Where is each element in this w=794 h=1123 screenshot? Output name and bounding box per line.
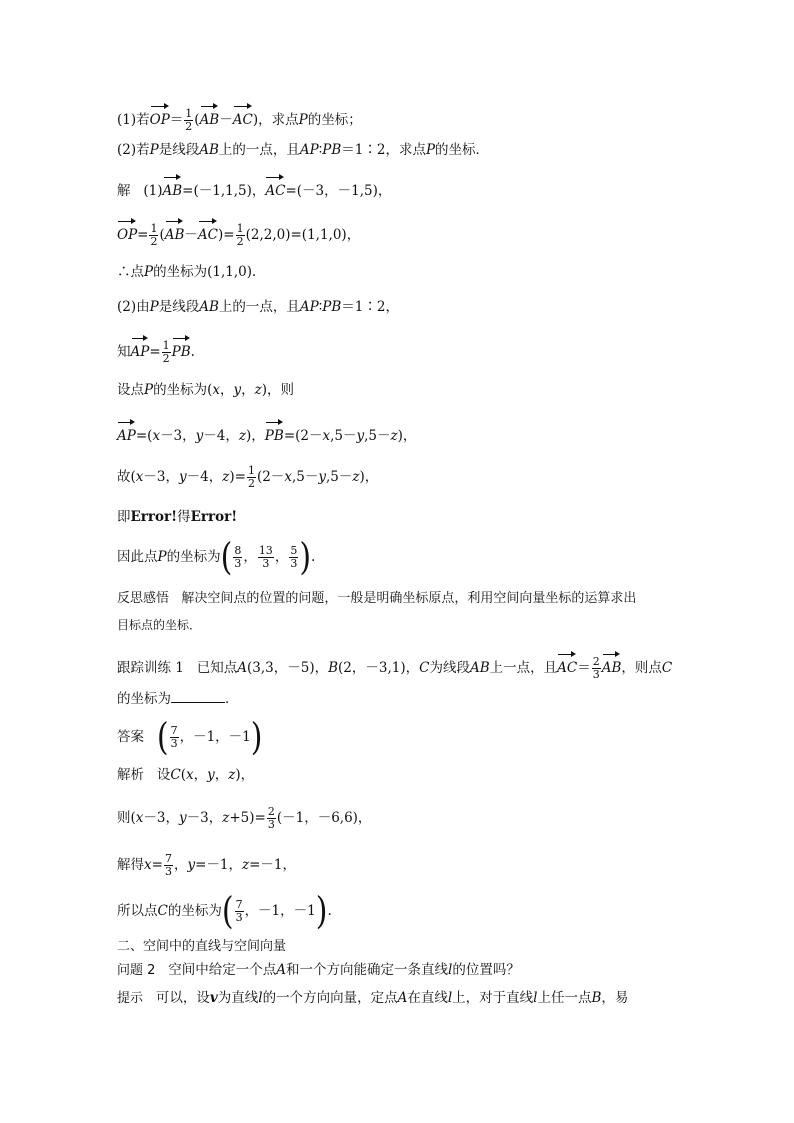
analysis-line-2: 则(x－3，y－3，z+5)= $\frac{2}{3}$ (－1，－6,6)， (117, 805, 372, 831)
vector-ab: AB (200, 104, 220, 130)
fraction-half: $\frac{1}{2}$ (185, 107, 193, 133)
solution-line-3: ∴点P的坐标为(1,1,0)． (117, 264, 266, 280)
solution-line-2: OP= $\frac{1}{2}$ (AB－AC)= $\frac{1}{2}$ (2,2,0)=(1,1,0)， (117, 219, 360, 248)
reflection-line-1: 反思感悟 解决空间点的位置的问题，一般是明确坐标原点，利用空间向量坐标的运算求出 (117, 591, 637, 606)
error-placeholder: Error! (190, 509, 238, 525)
solution-line-6: 设点P的坐标为(x，y，z)，则 (117, 382, 295, 398)
solution-line-4: (2)由P是线段AB上的一点，且AP∶PB＝1∶2， (117, 299, 399, 315)
training-label: 跟踪训练 1 (117, 660, 184, 676)
solution-line-1: 解 (1)AB=(－1,1,5)，AC=(－3，－1,5)， (117, 175, 391, 201)
training-line-2: 的坐标为 ． (117, 688, 239, 709)
section-heading: 二、空间中的直线与空间向量 (117, 939, 287, 954)
problem-2: 问题 2 空间中给定一个点A和一个方向能确定一条直线l的位置吗？ (117, 962, 520, 978)
analysis-line-1: 解析 设C(x，y，z)， (117, 767, 255, 783)
solution-line-10: 因此点P的坐标为( $\frac{8}{3}$ ， $\frac{13}{3}$ ， $\frac{5}{3}$ ). (117, 535, 316, 579)
answer-label: 答案 (117, 729, 144, 745)
solution-line-9: 即Error!得Error! (117, 509, 238, 525)
vector-ac: AC (233, 104, 253, 130)
reflection-label: 反思感悟 (117, 591, 170, 606)
training-line-1: 跟踪训练 1 已知点A(3,3，－5)，B(2，－3,1)，C为线段AB上一点，且AC＝ $\frac{2}{3}$ AB，则点C (117, 652, 672, 681)
hint-line: 提示 可以，设v为直线l的一个方向向量，定点A在直线l上，对于直线l上任一点B，易 (117, 990, 629, 1006)
analysis-label: 解析 (117, 767, 144, 783)
problem-label: 问题 2 (117, 963, 156, 978)
answer-blank (171, 688, 225, 703)
question-1: (1)若OP＝ $\frac{1}{2}$ (AB－AC)，求点P的坐标； (117, 104, 362, 133)
analysis-line-4: 所以点C的坐标为( $\frac{7}{3}$ ，－1，－1). (117, 889, 332, 933)
reflection-line-2: 目标点的坐标． (117, 618, 202, 632)
question-2: (2)若P是线段AB上的一点，且AP∶PB＝1∶2，求点P的坐标． (117, 142, 490, 158)
solution-label: 解 (117, 183, 131, 199)
vector-op: OP (150, 104, 170, 130)
analysis-line-3: 解得x= $\frac{7}{3}$ ，y=－1，z=－1， (117, 852, 297, 878)
solution-line-5: 知AP= $\frac{1}{2}$ PB. (117, 336, 195, 365)
solution-line-7: AP=(x－3，y－4，z)，PB=(2－x,5－y,5－z)， (117, 420, 416, 446)
hint-label: 提示 (117, 991, 144, 1006)
answer-line: 答案 ( $\frac{7}{3}$ ，－1，－1) (117, 715, 263, 759)
error-placeholder: Error! (130, 509, 178, 525)
solution-line-8: 故(x－3，y－4，z)= $\frac{1}{2}$ (2－x,5－y,5－z)， (117, 464, 379, 490)
